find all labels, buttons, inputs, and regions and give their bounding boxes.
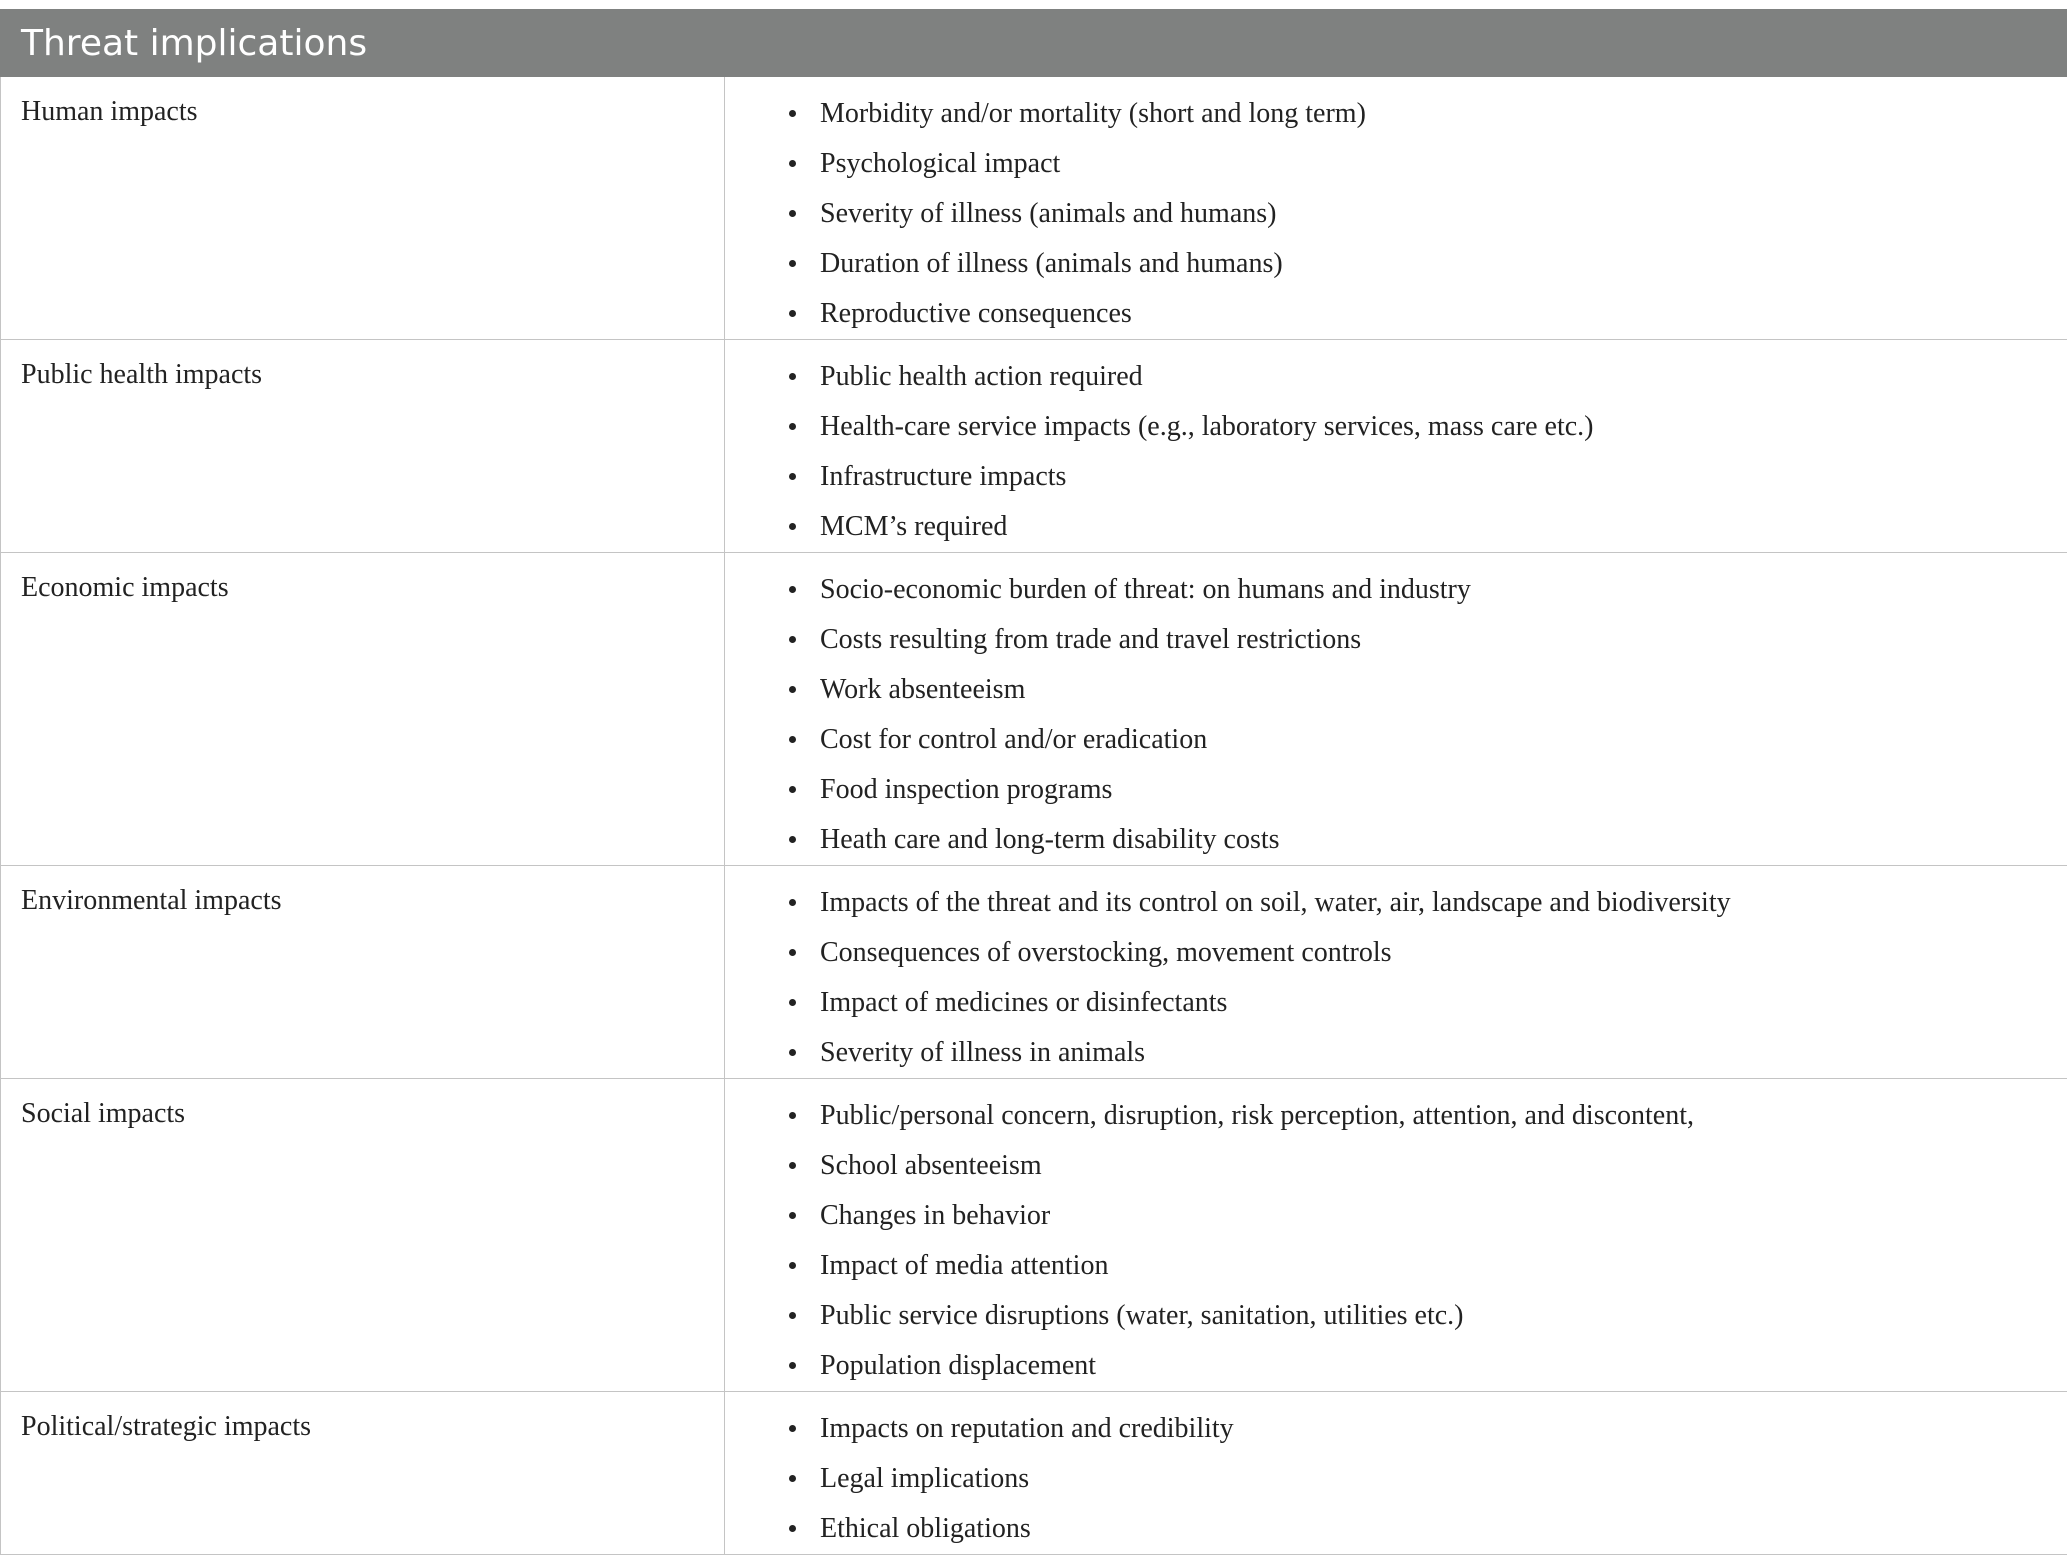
list-item-text: Consequences of overstocking, movement controls [820,937,1392,968]
bullet-icon [789,836,796,843]
threat-implications-table-container [0,9,2067,1555]
table-row [1,1079,2067,1392]
list-item-text: Duration of illness (animals and humans) [820,248,1283,279]
bullet-icon [789,423,796,430]
bullet-icon [789,110,796,117]
list-item [760,1028,2067,1078]
impact-items-list [725,89,2067,339]
bullet-icon [789,1162,796,1169]
list-item-text: MCM’s required [820,511,1008,542]
table-header: Threat implications [1,10,2067,77]
table-row [1,1392,2067,1555]
list-item [760,402,2067,452]
impact-category-cell: Environmental impacts [1,866,725,1079]
list-item-text: Legal implications [820,1463,1030,1494]
bullet-icon [789,899,796,906]
impact-items-list [725,565,2067,865]
list-item [760,1141,2067,1191]
bullet-icon [789,636,796,643]
list-item-text: School absenteeism [820,1150,1042,1181]
list-item-text: Population displacement [820,1350,1097,1381]
list-item [760,189,2067,239]
bullet-icon [789,1475,796,1482]
table-row [1,340,2067,553]
bullet-icon [789,786,796,793]
impact-category-cell: Human impacts [1,77,725,340]
list-item [760,289,2067,339]
list-item [760,978,2067,1028]
list-item-text: Severity of illness (animals and humans) [820,198,1277,229]
list-item [760,1404,2067,1454]
list-item-text: Impact of medicines or disinfectants [820,987,1228,1018]
list-item [760,239,2067,289]
bullet-icon [789,160,796,167]
list-item [760,502,2067,552]
bullet-icon [789,310,796,317]
impact-category-cell: Political/strategic impacts [1,1392,725,1555]
list-item-text: Public/personal concern, disruption, risk perception, attention, and discontent, [820,1100,1695,1131]
impact-items-cell [725,866,2067,1079]
impact-items-cell [725,553,2067,866]
bullet-icon [789,586,796,593]
impact-items-cell [725,1079,2067,1392]
list-item [760,665,2067,715]
bullet-icon [789,736,796,743]
impact-items-list [725,1404,2067,1554]
list-item [760,1291,2067,1341]
list-item-text: Reproductive consequences [820,298,1132,329]
table-row [1,553,2067,866]
bullet-icon [789,1425,796,1432]
list-item [760,1241,2067,1291]
list-item-text: Health-care service impacts (e.g., laboratory services, mass care etc.) [820,411,1594,442]
list-item [760,928,2067,978]
list-item [760,1191,2067,1241]
bullet-icon [789,523,796,530]
bullet-icon [789,1212,796,1219]
list-item-text: Psychological impact [820,148,1061,179]
list-item [760,89,2067,139]
bullet-icon [789,1049,796,1056]
list-item-text: Heath care and long-term disability costs [820,824,1280,855]
bullet-icon [789,949,796,956]
impact-category-cell: Social impacts [1,1079,725,1392]
list-item [760,815,2067,865]
bullet-icon [789,1525,796,1532]
list-item [760,765,2067,815]
bullet-icon [789,999,796,1006]
bullet-icon [789,686,796,693]
table-row [1,77,2067,340]
list-item [760,1504,2067,1554]
list-item-text: Costs resulting from trade and travel restrictions [820,624,1362,655]
list-item [760,452,2067,502]
list-item-text: Public health action required [820,361,1143,392]
impact-items-cell [725,77,2067,340]
impact-items-cell [725,340,2067,553]
bullet-icon [789,1112,796,1119]
impact-category-cell: Public health impacts [1,340,725,553]
list-item [760,565,2067,615]
list-item [760,1454,2067,1504]
impact-items-list [725,878,2067,1078]
table-body [1,77,2067,1555]
list-item-text: Work absenteeism [820,674,1026,705]
list-item-text: Socio-economic burden of threat: on humans and industry [820,574,1471,605]
list-item-text: Impacts of the threat and its control on soil, water, air, landscape and biodiversity [820,887,1731,918]
impact-items-cell [725,1392,2067,1555]
bullet-icon [789,1312,796,1319]
list-item-text: Infrastructure impacts [820,461,1067,492]
threat-implications-table [0,9,2067,1555]
list-item-text: Public service disruptions (water, sanitation, utilities etc.) [820,1300,1464,1331]
list-item-text: Severity of illness in animals [820,1037,1146,1068]
bullet-icon [789,260,796,267]
table-header-row [1,10,2067,77]
bullet-icon [789,1262,796,1269]
list-item [760,715,2067,765]
list-item-text: Ethical obligations [820,1513,1031,1544]
list-item-text: Impacts on reputation and credibility [820,1413,1234,1444]
list-item [760,878,2067,928]
list-item-text: Changes in behavior [820,1200,1051,1231]
list-item-text: Morbidity and/or mortality (short and long term) [820,98,1366,129]
list-item-text: Food inspection programs [820,774,1113,805]
list-item [760,139,2067,189]
list-item [760,1341,2067,1391]
bullet-icon [789,210,796,217]
list-item [760,615,2067,665]
list-item-text: Impact of media attention [820,1250,1109,1281]
bullet-icon [789,373,796,380]
list-item [760,352,2067,402]
bullet-icon [789,473,796,480]
list-item [760,1091,2067,1141]
bullet-icon [789,1362,796,1369]
table-row [1,866,2067,1079]
impact-items-list [725,352,2067,552]
impact-category-cell: Economic impacts [1,553,725,866]
impact-items-list [725,1091,2067,1391]
list-item-text: Cost for control and/or eradication [820,724,1208,755]
